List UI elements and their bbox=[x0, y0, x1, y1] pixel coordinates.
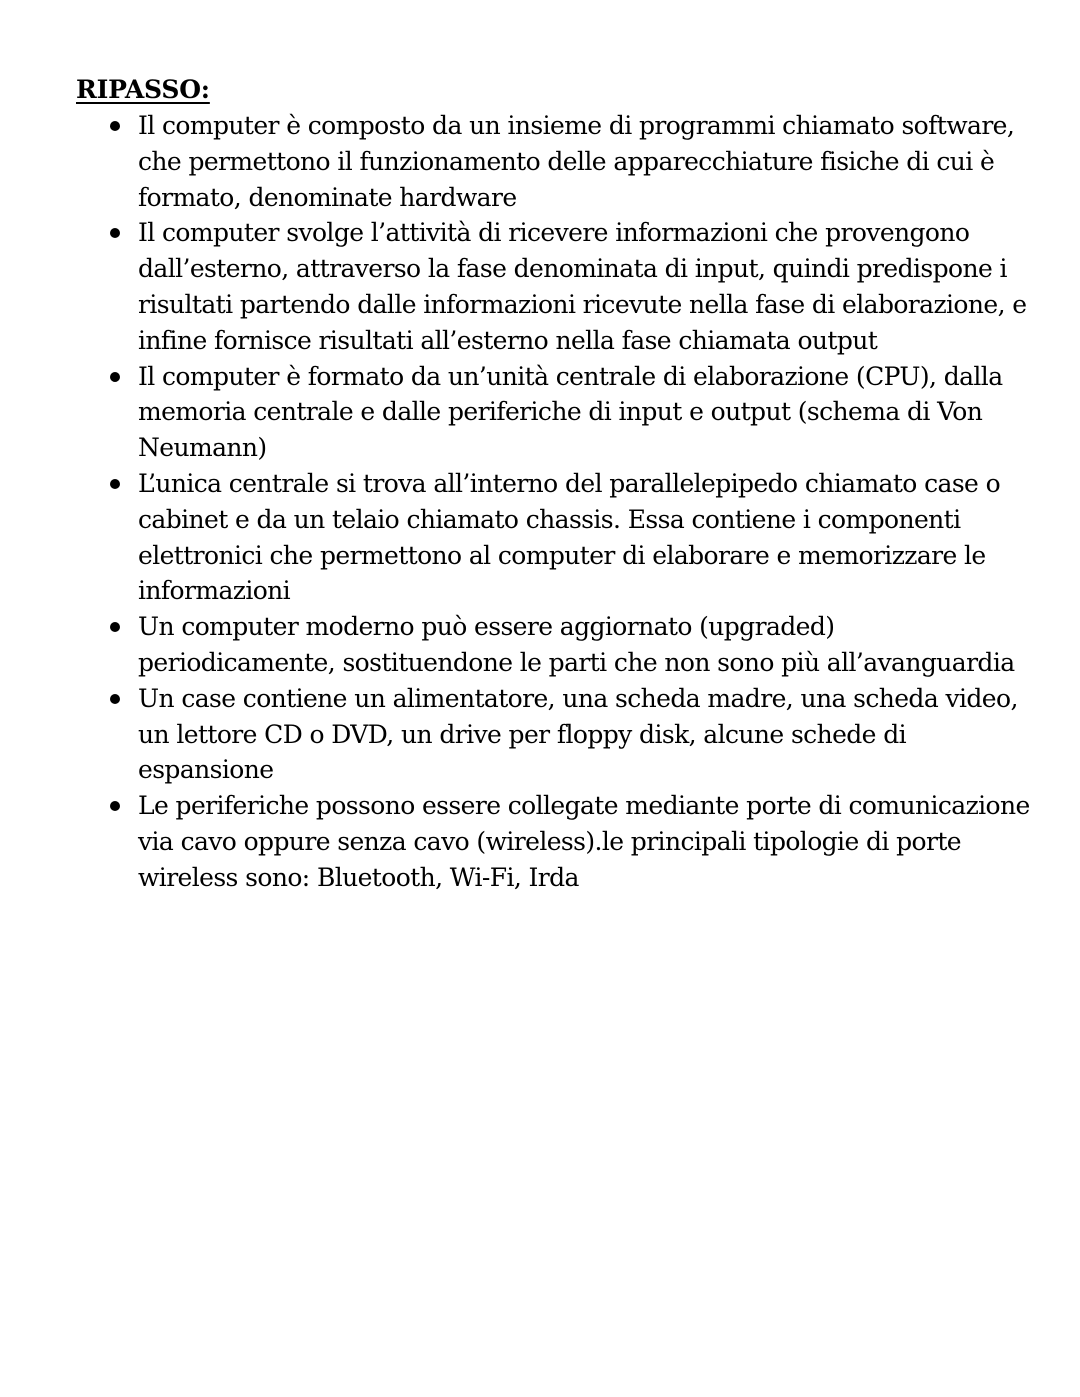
bullet-icon bbox=[110, 622, 120, 632]
list-item bbox=[76, 215, 1036, 358]
list-item-text: L’unica centrale si trova all’interno del parallelepipedo chiamato case o cabinet e da un telaio chiamato chassis. Essa contiene i componenti elettronici che permettono al computer di elaborare e memorizzare le informazioni bbox=[138, 468, 1001, 606]
document-content bbox=[76, 72, 1036, 896]
list-item-text: Il computer è formato da un’unità centrale di elaborazione (CPU), dalla memoria centrale e dalle periferiche di input e output (schema di Von Neumann) bbox=[138, 361, 1003, 463]
bullet-icon bbox=[110, 372, 120, 382]
list-item bbox=[76, 359, 1036, 466]
list-item-text: Il computer svolge l’attività di ricevere informazioni che provengono dall’esterno, attraverso la fase denominata di input, quindi predispone i risultati partendo dalle informazioni ricevute nella fase di elaborazione, e infine fornisce risultati all’esterno nella fase chiamata output bbox=[138, 218, 1027, 355]
bullet-list bbox=[76, 108, 1036, 896]
bullet-icon bbox=[110, 121, 120, 131]
list-item-text: Le periferiche possono essere collegate mediante porte di comunicazione via cavo oppure senza cavo (wireless).le principali tipologie di porte wireless sono: Bluetooth, Wi-Fi, Irda bbox=[138, 791, 1030, 892]
list-item bbox=[76, 681, 1036, 788]
bullet-icon bbox=[110, 228, 120, 238]
section-heading: RIPASSO: bbox=[76, 75, 210, 104]
bullet-icon bbox=[110, 694, 120, 704]
list-item bbox=[76, 609, 1036, 681]
list-item bbox=[76, 788, 1036, 895]
bullet-icon bbox=[110, 479, 120, 489]
list-item-text: Un case contiene un alimentatore, una scheda madre, una scheda video, un lettore CD o DVD, un drive per floppy disk, alcune schede di espansione bbox=[138, 683, 1018, 785]
list-item-text: Un computer moderno può essere aggiornato (upgraded) periodicamente, sostituendone le parti che non sono più all’avanguardia bbox=[138, 612, 1015, 677]
bullet-icon bbox=[110, 801, 120, 811]
list-item bbox=[76, 466, 1036, 609]
list-item bbox=[76, 108, 1036, 215]
list-item-text: Il computer è composto da un insieme di programmi chiamato software, che permettono il funzionamento delle apparecchiature fisiche di cui è formato, denominate hardware bbox=[138, 111, 1015, 212]
